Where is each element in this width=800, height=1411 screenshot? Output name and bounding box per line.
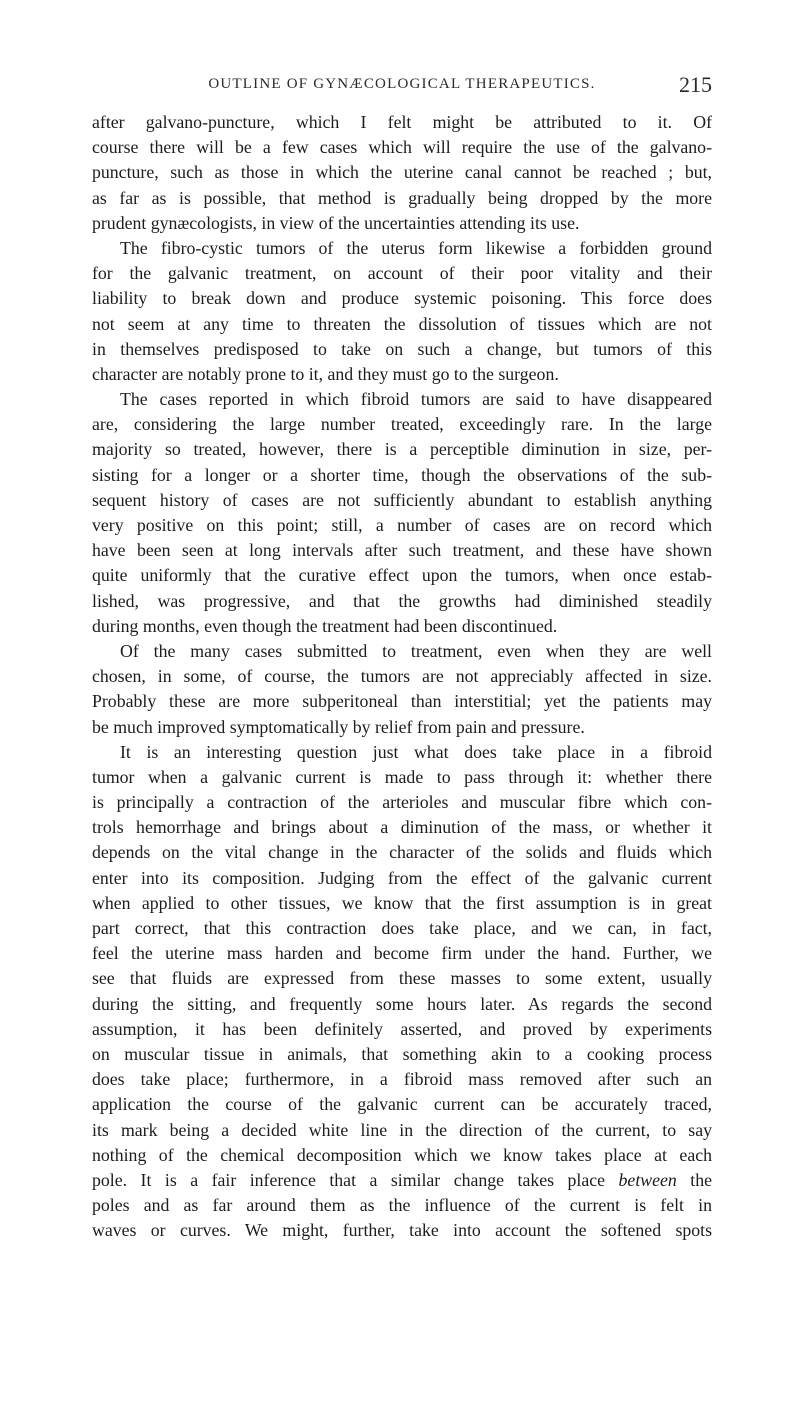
text-line: is principally a contraction of the arterioles and muscular fibre which con- xyxy=(92,792,712,813)
text-line: tumor when a galvanic current is made to pass through it: whether there xyxy=(92,766,712,787)
text-line: application the course of the galvanic current can be accurately traced, xyxy=(92,1094,712,1115)
text-line: not seem at any time to threaten the dissolution of tissues which are not xyxy=(92,313,712,334)
text-line: be much improved symptomatically by relief from pain and pressure. xyxy=(92,716,585,737)
text-line: for the galvanic treatment, on account of their poor vitality and their xyxy=(92,263,712,284)
text-line: majority so treated, however, there is a perceptible diminution in size, per- xyxy=(92,439,712,460)
text-line: after galvano-puncture, which I felt might be attributed to it. Of xyxy=(92,112,712,132)
emphasis: between xyxy=(618,1169,677,1190)
text-line: very positive on this point; still, a number of cases are on record which xyxy=(92,515,712,535)
text-line: have been seen at long intervals after such treatment, and these have shown xyxy=(92,540,712,561)
text-line: its mark being a decided white line in the direction of the current, to say xyxy=(92,1119,712,1140)
text-line: poles and as far around them as the influence of the current is felt in xyxy=(92,1195,712,1216)
text-line: feel the uterine mass harden and become firm under the hand. Further, we xyxy=(92,943,712,964)
text-line: course there will be a few cases which will require the use of the galvano- xyxy=(92,137,712,158)
text-line: sisting for a longer or a shorter time, though the observations of the sub- xyxy=(92,464,712,485)
text-line: trols hemorrhage and brings about a diminution of the mass, or whether it xyxy=(92,817,712,838)
text-line: The fibro-cystic tumors of the uterus form likewise a forbidden ground xyxy=(120,237,712,258)
text-line: The cases reported in which fibroid tumors are said to have disappeared xyxy=(120,389,712,410)
page-number: 215 xyxy=(679,72,712,97)
text-line-part: pole. It is a fair inference that a similar change takes place xyxy=(92,1169,619,1190)
text-line-part: the xyxy=(676,1169,712,1190)
text-line: see that fluids are expressed from these masses to some extent, usually xyxy=(92,968,712,989)
text-line: quite uniformly that the curative effect upon the tumors, when once estab- xyxy=(92,565,712,586)
running-title: OUTLINE OF GYNÆCOLOGICAL THERAPEUTICS. xyxy=(208,76,596,92)
text-line: part correct, that this contraction does take place, and we can, in fact, xyxy=(92,918,712,938)
text-line: does take place; furthermore, in a fibroid mass removed after such an xyxy=(92,1069,712,1090)
text-line xyxy=(92,1168,712,1193)
text-line: lished, was progressive, and that the growths had diminished steadily xyxy=(92,590,712,611)
text-line: are, considering the large number treated, exceedingly rare. In the large xyxy=(92,414,712,435)
text-line: when applied to other tissues, we know that the first assumption is in great xyxy=(92,892,712,913)
text-line: Probably these are more subperitoneal than interstitial; yet the patients may xyxy=(92,691,712,712)
running-head xyxy=(92,74,712,98)
text-line: as far as is possible, that method is gradually being dropped by the more xyxy=(92,187,712,208)
text-line: in themselves predisposed to take on such a change, but tumors of this xyxy=(92,338,712,359)
text-line: during the sitting, and frequently some hours later. As regards the second xyxy=(92,993,712,1014)
text-line: depends on the vital change in the character of the solids and fluids which xyxy=(92,842,712,863)
text-line: prudent gynæcologists, in view of the uncertainties attending its use. xyxy=(92,212,580,233)
text-line: puncture, such as those in which the uterine canal cannot be reached ; but, xyxy=(92,162,712,183)
text-line: It is an interesting question just what does take place in a fibroid xyxy=(120,741,712,762)
text-line: chosen, in some, of course, the tumors are not appreciably affected in size. xyxy=(92,666,712,687)
body-text xyxy=(92,110,712,1243)
text-line: Of the many cases submitted to treatment, even when they are well xyxy=(120,640,712,661)
text-line: nothing of the chemical decomposition which we know takes place at each xyxy=(92,1144,712,1165)
text-line: on muscular tissue in animals, that something akin to a cooking process xyxy=(92,1043,712,1064)
text-line: assumption, it has been definitely asserted, and proved by experiments xyxy=(92,1018,712,1039)
text-line: enter into its composition. Judging from the effect of the galvanic current xyxy=(92,867,712,888)
text-line: during months, even though the treatment had been discontinued. xyxy=(92,615,558,636)
text-line: waves or curves. We might, further, take into account the softened spots xyxy=(92,1220,712,1241)
text-line: sequent history of cases are not sufficiently abundant to establish anything xyxy=(92,489,712,510)
text-line: character are notably prone to it, and they must go to the surgeon. xyxy=(92,363,559,384)
text-line: liability to break down and produce systemic poisoning. This force does xyxy=(92,288,712,309)
